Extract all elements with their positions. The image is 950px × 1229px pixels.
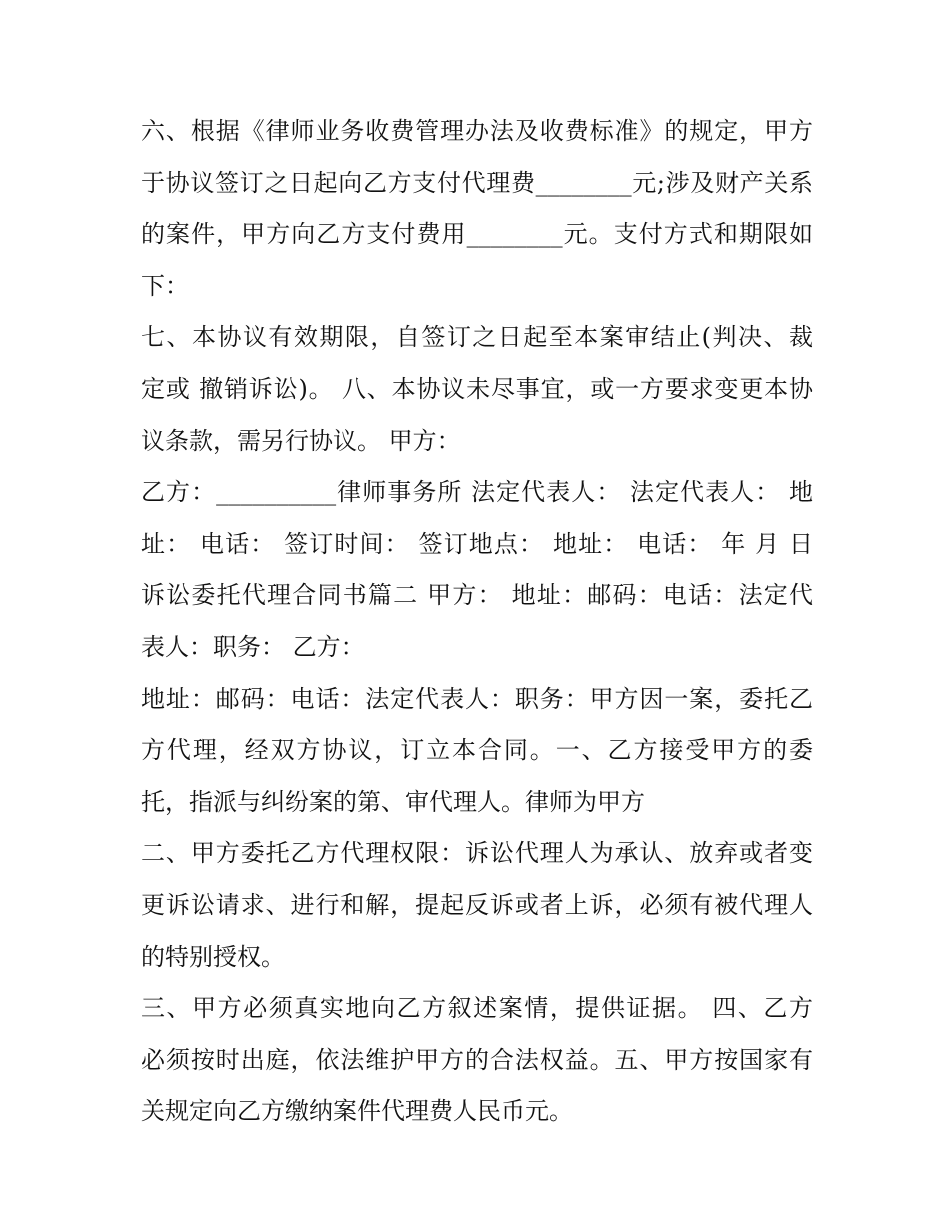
text-line: 必须按时出庭，依法维护甲方的合法权益。五、甲方按国家有	[141, 1045, 813, 1074]
text-line: 的特别授权。	[141, 942, 285, 971]
text-line: 下：	[141, 271, 189, 300]
text-line: 议条款，需另行协议。 甲方：	[141, 426, 461, 455]
text-line: 的案件，甲方向乙方支付费用________元。支付方式和期限如	[141, 220, 813, 249]
text-line: 诉讼委托代理合同书篇二 甲方： 地址：邮码：电话：法定代	[141, 581, 813, 610]
text-line: 于协议签订之日起向乙方支付代理费________元;涉及财产关系	[141, 168, 813, 197]
text-line: 七、本协议有效期限，自签订之日起至本案审结止(判决、裁	[141, 323, 813, 352]
text-line: 托，指派与纠纷案的第、审代理人。律师为甲方	[141, 787, 645, 816]
text-line: 六、根据《律师业务收费管理办法及收费标准》的规定，甲方	[141, 117, 813, 145]
text-line: 关规定向乙方缴纳案件代理费人民币元。	[141, 1097, 573, 1126]
text-line: 二、甲方委托乙方代理权限：诉讼代理人为承认、放弃或者变	[141, 839, 813, 868]
text-line: 地址：邮码：电话：法定代表人：职务：甲方因一案，委托乙	[141, 684, 813, 713]
text-line: 乙方：__________律师事务所 法定代表人： 法定代表人： 地	[141, 478, 813, 507]
text-line: 址： 电话： 签订时间： 签订地点： 地址： 电话： 年 月 日	[141, 529, 813, 558]
text-line: 三、甲方必须真实地向乙方叙述案情，提供证据。 四、乙方	[141, 994, 813, 1023]
text-line: 更诉讼请求、进行和解，提起反诉或者上诉，必须有被代理人	[141, 890, 813, 919]
text-line: 方代理，经双方协议，订立本合同。一、乙方接受甲方的委	[141, 736, 813, 765]
document-body	[141, 106, 813, 1138]
text-line: 表人：职务： 乙方：	[141, 632, 365, 661]
text-line: 定或 撤销诉讼)。 八、本协议未尽事宜，或一方要求变更本协	[141, 374, 813, 403]
